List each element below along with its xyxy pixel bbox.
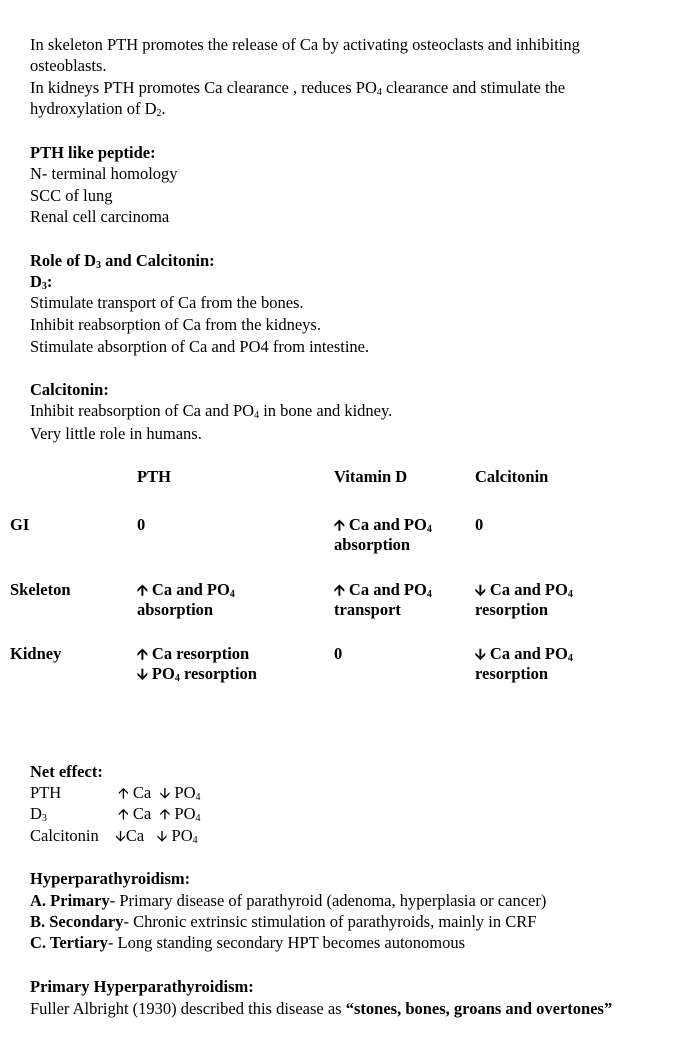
arrow-up-icon: 🡩 — [334, 581, 345, 599]
net-effect-pth-label: PTH — [30, 783, 62, 802]
arrow-up-icon: 🡩 — [118, 805, 129, 823]
kidney-vitd: 0 — [334, 644, 343, 663]
intro-line-3: In kidneys PTH promotes Ca clearance , reduces $PO_4$ clearance and stimulate the — [30, 78, 566, 98]
arrow-up-icon: 🡩 — [137, 581, 148, 599]
intro-line-2: osteoblasts. — [30, 56, 107, 75]
kidney-calcitonin: 🡫 Ca and $PO_4$ resorption — [475, 644, 573, 683]
skeleton-calcitonin: 🡫 Ca and $PO_4$ resorption — [475, 580, 573, 619]
kidney-pth: 🡩 Ca resorption 🡫 $PO_4$ resorption — [137, 644, 257, 684]
gi-pth: 0 — [137, 515, 146, 534]
intro-line-1: In skeleton PTH promotes the release of Ca by activating osteoclasts and inhibiting — [30, 35, 580, 54]
arrow-down-icon: 🡫 — [475, 645, 486, 663]
calcitonin-line-2: Very little role in humans. — [30, 424, 202, 443]
hyper-secondary: B. Secondary- Chronic extrinsic stimulation of parathyroids, mainly in CRF — [30, 912, 537, 931]
arrow-down-icon: 🡫 — [115, 827, 126, 845]
gi-calcitonin: 0 — [475, 515, 484, 534]
net-effect-calcitonin-label: Calcitonin — [30, 826, 99, 845]
net-effect-d3-label: $D_3$ — [30, 804, 47, 824]
net-effect-heading: Net effect: — [30, 762, 103, 781]
pth-like-item: Renal cell carcinoma — [30, 207, 170, 226]
d3-item: Stimulate absorption of Ca and PO4 from intestine. — [30, 337, 370, 356]
role-heading: Role of $D_3$ and Calcitonin: — [30, 251, 215, 271]
row-label-skeleton: Skeleton — [10, 580, 71, 599]
arrow-down-icon: 🡫 — [475, 581, 486, 599]
arrow-up-icon: 🡩 — [159, 805, 171, 823]
col-header-vitamin-d: Vitamin D — [334, 467, 408, 486]
arrow-down-icon: 🡫 — [137, 665, 148, 683]
d3-heading: $D_3$: — [30, 272, 53, 292]
d3-item: Stimulate transport of Ca from the bones. — [30, 293, 304, 312]
hyper-primary: A. Primary- Primary disease of parathyroid (adenoma, hyperplasia or cancer) — [30, 891, 547, 910]
intro-line-4: hydroxylation of $D_2$. — [30, 99, 166, 119]
calcitonin-heading: Calcitonin: — [30, 380, 109, 399]
calcitonin-line-1: Inhibit reabsorption of Ca and $PO_4$ in bone and kidney. — [30, 401, 393, 421]
net-effect-pth-values: 🡩 Ca 🡫 $PO_4$ — [118, 783, 201, 803]
pth-like-item: N- terminal homology — [30, 164, 178, 183]
arrow-up-icon: 🡩 — [334, 516, 345, 534]
arrow-up-icon: 🡩 — [118, 784, 129, 802]
arrow-down-icon: 🡫 — [159, 784, 171, 802]
primary-hpt-text: Fuller Albright (1930) described this disease as “stones, bones, groans and overtones” — [30, 999, 613, 1018]
skeleton-vitd: 🡩 Ca and $PO_4$ transport — [334, 580, 432, 619]
arrow-up-icon: 🡩 — [137, 645, 148, 663]
pth-like-heading: PTH like peptide: — [30, 143, 156, 162]
hyper-heading: Hyperparathyroidism: — [30, 869, 191, 888]
d3-item: Inhibit reabsorption of Ca from the kidneys. — [30, 315, 321, 334]
row-label-kidney: Kidney — [10, 644, 62, 663]
primary-hpt-heading: Primary Hyperparathyroidism: — [30, 977, 254, 996]
net-effect-calcitonin-values: 🡫Ca 🡫 $PO_4$ — [115, 826, 198, 846]
col-header-calcitonin: Calcitonin — [475, 467, 549, 486]
net-effect-d3-values: 🡩 Ca 🡩 $PO_4$ — [118, 804, 201, 824]
skeleton-pth: 🡩 Ca and $PO_4$ absorption — [137, 580, 235, 619]
hyper-tertiary: C. Tertiary- Long standing secondary HPT becomes autonomous — [30, 933, 466, 952]
arrow-down-icon: 🡫 — [156, 827, 168, 845]
pth-like-item: SCC of lung — [30, 186, 113, 205]
row-label-gi: GI — [10, 515, 30, 534]
col-header-pth: PTH — [137, 467, 171, 486]
gi-vitd: 🡩 Ca and $PO_4$ absorption — [334, 515, 432, 554]
